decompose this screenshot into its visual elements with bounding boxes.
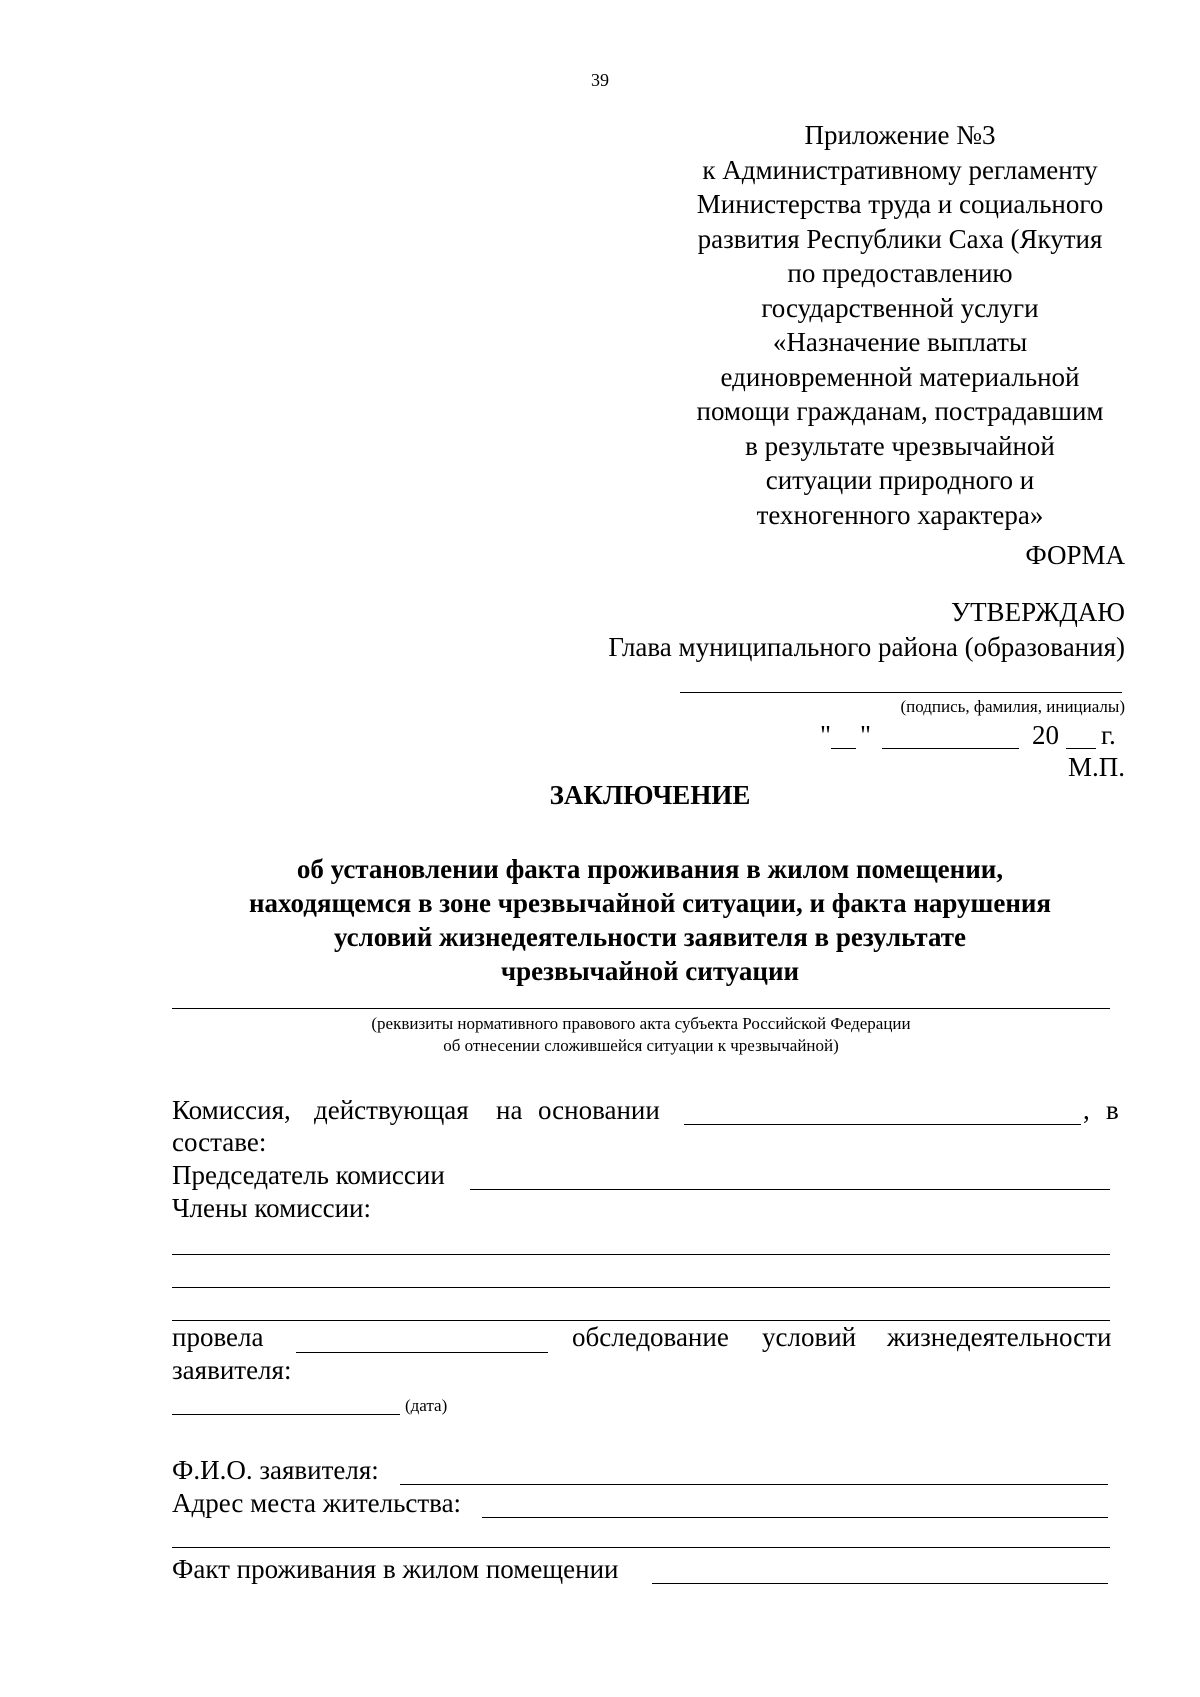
subtitle-line: условий жизнедеятельности заявителя в результате — [333, 922, 967, 952]
basis-comma: , — [1083, 1095, 1090, 1125]
date-year-field[interactable] — [1066, 748, 1096, 749]
address-field-continued[interactable] — [172, 1547, 1110, 1548]
appendix-line: в результате чрезвычайной — [745, 430, 1055, 461]
commission-word: на — [496, 1095, 523, 1125]
inspection-by-field[interactable] — [296, 1352, 548, 1353]
basis-field[interactable] — [684, 1124, 1081, 1125]
page-number: 39 — [591, 70, 609, 90]
member-field[interactable] — [172, 1254, 1110, 1255]
members-label: Члены комиссии: — [172, 1193, 371, 1223]
residence-fact-label: Факт проживания в жилом помещении — [172, 1554, 619, 1584]
subtitle-line: чрезвычайной ситуации — [500, 956, 800, 986]
inspection-date-field[interactable] — [172, 1414, 400, 1415]
signature-caption: (подпись, фамилия, инициалы) — [900, 697, 1125, 716]
appendix-line: техногенного характера» — [756, 499, 1044, 530]
subtitle-line: об установлении факта проживания в жилом помещении, — [296, 854, 1004, 884]
inspection-word: обследование — [572, 1322, 729, 1352]
head-title: Глава муниципального района (образования) — [608, 632, 1125, 662]
form-label: ФОРМА — [1025, 540, 1125, 570]
seal-mark: М.П. — [1067, 752, 1125, 782]
commission-word: Комиссия, — [172, 1095, 291, 1125]
appendix-line: Министерства труда и социального — [696, 189, 1104, 219]
appendix-line: единовременной материальной — [720, 361, 1080, 392]
chairman-label: Председатель комиссии — [172, 1160, 445, 1190]
address-label: Адрес места жительства: — [172, 1488, 462, 1518]
act-caption-line: (реквизиты нормативного правового акта субъекта Российской Федерации — [371, 1014, 911, 1033]
applicant-name-field[interactable] — [400, 1484, 1108, 1485]
year-suffix: г. — [1101, 720, 1116, 750]
in-word: в — [1106, 1095, 1119, 1125]
approve-label: УТВЕРЖДАЮ — [950, 597, 1125, 627]
member-field[interactable] — [172, 1287, 1110, 1288]
composition-label: составе: — [172, 1127, 267, 1157]
applicant-name-label: Ф.И.О. заявителя: — [172, 1455, 379, 1485]
year-prefix: 20 — [1032, 720, 1059, 750]
act-caption — [172, 1013, 1110, 1057]
inspection-word: условий — [762, 1322, 857, 1352]
chairman-field[interactable] — [470, 1189, 1110, 1190]
appendix-line: государственной услуги — [761, 292, 1039, 323]
date-day-field[interactable] — [831, 748, 856, 749]
date-month-field[interactable] — [882, 748, 1019, 749]
subtitle-line: находящемся в зоне чрезвычайной ситуации, и факта нарушения — [248, 888, 1052, 918]
appendix-line: развития Республики Саха (Якутия — [697, 223, 1103, 254]
act-requisites-line[interactable] — [172, 1008, 1110, 1009]
appendix-line: ситуации природного и — [765, 465, 1035, 495]
appendix-line: «Назначение выплаты — [772, 327, 1028, 357]
act-caption-line: об отнесении сложившейся ситуации к чрезвычайной) — [443, 1036, 839, 1055]
commission-word: основании — [538, 1095, 660, 1125]
inspection-word: жизнедеятельности — [887, 1322, 1112, 1352]
address-field[interactable] — [482, 1517, 1108, 1518]
commission-word: действующая — [314, 1095, 469, 1125]
appendix-line: по предоставлению — [787, 258, 1013, 288]
member-field[interactable] — [172, 1320, 1110, 1321]
appendix-block — [660, 118, 1140, 532]
appendix-line: Приложение №3 — [804, 120, 996, 150]
conducted-word: провела — [172, 1322, 264, 1352]
appendix-line: к Административному регламенту — [702, 154, 1098, 185]
residence-fact-field[interactable] — [652, 1583, 1108, 1584]
appendix-line: помощи гражданам, пострадавшим — [696, 396, 1104, 426]
signature-line[interactable] — [680, 692, 1122, 693]
document-title: ЗАКЛЮЧЕНИЕ — [549, 780, 751, 810]
date-caption: (дата) — [405, 1396, 448, 1415]
date-close-quote: " — [860, 720, 872, 750]
date-open-quote: " — [820, 720, 832, 750]
applicant-label: заявителя: — [172, 1355, 292, 1385]
document-subtitle — [0, 852, 1200, 988]
